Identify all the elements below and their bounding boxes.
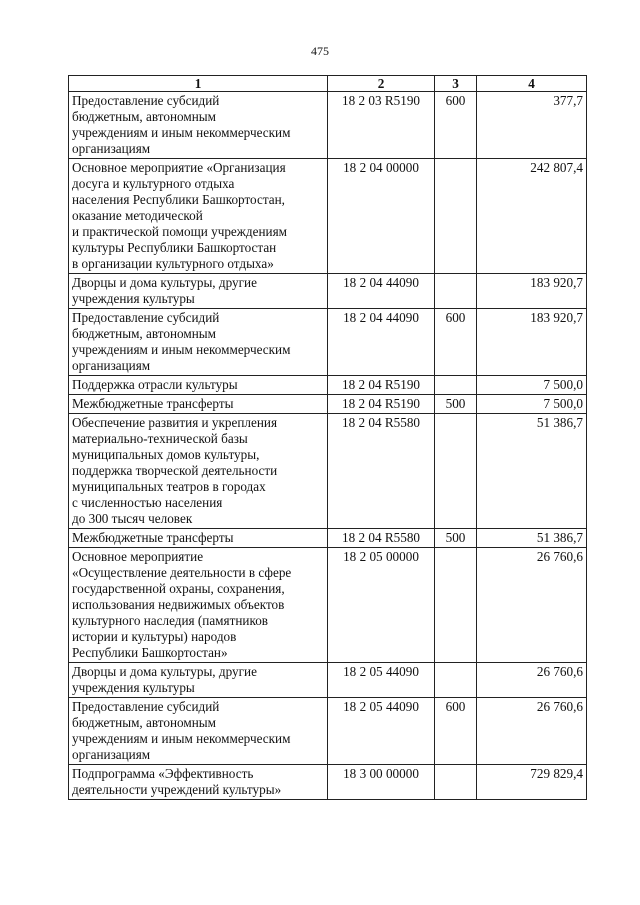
table-row <box>69 765 587 800</box>
row-sum: 183 920,7 <box>477 309 587 376</box>
row-code: 18 2 04 R5580 <box>328 414 435 529</box>
row-type <box>435 765 477 800</box>
row-name: Предоставление субсидий бюджетным, автономным учреждениям и иным некоммерческим организациям <box>69 92 328 159</box>
row-code: 18 2 04 R5190 <box>328 376 435 395</box>
row-type <box>435 159 477 274</box>
row-name: Обеспечение развития и укрепления материально-технической базы муниципальных домов культуры, поддержка творческой деятельности муниципальных театров в городах с численностью населения до 300 тысяч человек <box>69 414 328 529</box>
table-row <box>69 395 587 414</box>
row-code: 18 2 05 44090 <box>328 698 435 765</box>
row-sum: 26 760,6 <box>477 698 587 765</box>
row-name: Предоставление субсидий бюджетным, автономным учреждениям и иным некоммерческим организациям <box>69 309 328 376</box>
table-row <box>69 548 587 663</box>
table-row <box>69 159 587 274</box>
row-sum: 51 386,7 <box>477 529 587 548</box>
row-code: 18 2 04 44090 <box>328 274 435 309</box>
row-sum: 26 760,6 <box>477 663 587 698</box>
row-type <box>435 414 477 529</box>
row-sum: 7 500,0 <box>477 376 587 395</box>
header-col-2: 2 <box>328 76 435 92</box>
row-sum: 51 386,7 <box>477 414 587 529</box>
row-code: 18 2 03 R5190 <box>328 92 435 159</box>
table-row <box>69 309 587 376</box>
table-row <box>69 376 587 395</box>
table-row <box>69 698 587 765</box>
row-code: 18 2 04 00000 <box>328 159 435 274</box>
table-header-row <box>69 76 587 92</box>
row-sum: 242 807,4 <box>477 159 587 274</box>
table-row <box>69 274 587 309</box>
row-type: 500 <box>435 395 477 414</box>
row-sum: 183 920,7 <box>477 274 587 309</box>
header-col-1: 1 <box>69 76 328 92</box>
row-type <box>435 376 477 395</box>
row-type: 500 <box>435 529 477 548</box>
row-sum: 26 760,6 <box>477 548 587 663</box>
row-sum: 729 829,4 <box>477 765 587 800</box>
row-type <box>435 274 477 309</box>
row-type <box>435 663 477 698</box>
row-type: 600 <box>435 92 477 159</box>
row-code: 18 3 00 00000 <box>328 765 435 800</box>
row-name: Межбюджетные трансферты <box>69 395 328 414</box>
table-row <box>69 663 587 698</box>
table-row <box>69 414 587 529</box>
row-code: 18 2 05 44090 <box>328 663 435 698</box>
row-name: Предоставление субсидий бюджетным, автономным учреждениям и иным некоммерческим организациям <box>69 698 328 765</box>
row-name: Подпрограмма «Эффективность деятельности учреждений культуры» <box>69 765 328 800</box>
row-type: 600 <box>435 309 477 376</box>
row-sum: 377,7 <box>477 92 587 159</box>
row-name: Дворцы и дома культуры, другие учреждения культуры <box>69 274 328 309</box>
header-col-3: 3 <box>435 76 477 92</box>
row-name: Основное мероприятие «Осуществление деятельности в сфере государственной охраны, сохранения, использования недвижимых объектов культурного наследия (памятников истории и культуры) народов Республики Башкортостан» <box>69 548 328 663</box>
row-code: 18 2 04 R5190 <box>328 395 435 414</box>
row-name: Межбюджетные трансферты <box>69 529 328 548</box>
row-sum: 7 500,0 <box>477 395 587 414</box>
row-code: 18 2 05 00000 <box>328 548 435 663</box>
row-name: Поддержка отрасли культуры <box>69 376 328 395</box>
table-body <box>69 92 587 800</box>
page-number: 475 <box>311 44 329 58</box>
table-row <box>69 529 587 548</box>
row-name: Основное мероприятие «Организация досуга и культурного отдыха населения Республики Башкортостан, оказание методической и практической помощи учреждениям культуры Республики Башкортостан в организации культурного отдыха» <box>69 159 328 274</box>
row-code: 18 2 04 R5580 <box>328 529 435 548</box>
row-type: 600 <box>435 698 477 765</box>
row-type <box>435 548 477 663</box>
budget-table <box>68 75 587 800</box>
row-name: Дворцы и дома культуры, другие учреждения культуры <box>69 663 328 698</box>
row-code: 18 2 04 44090 <box>328 309 435 376</box>
table-row <box>69 92 587 159</box>
header-col-4: 4 <box>477 76 587 92</box>
